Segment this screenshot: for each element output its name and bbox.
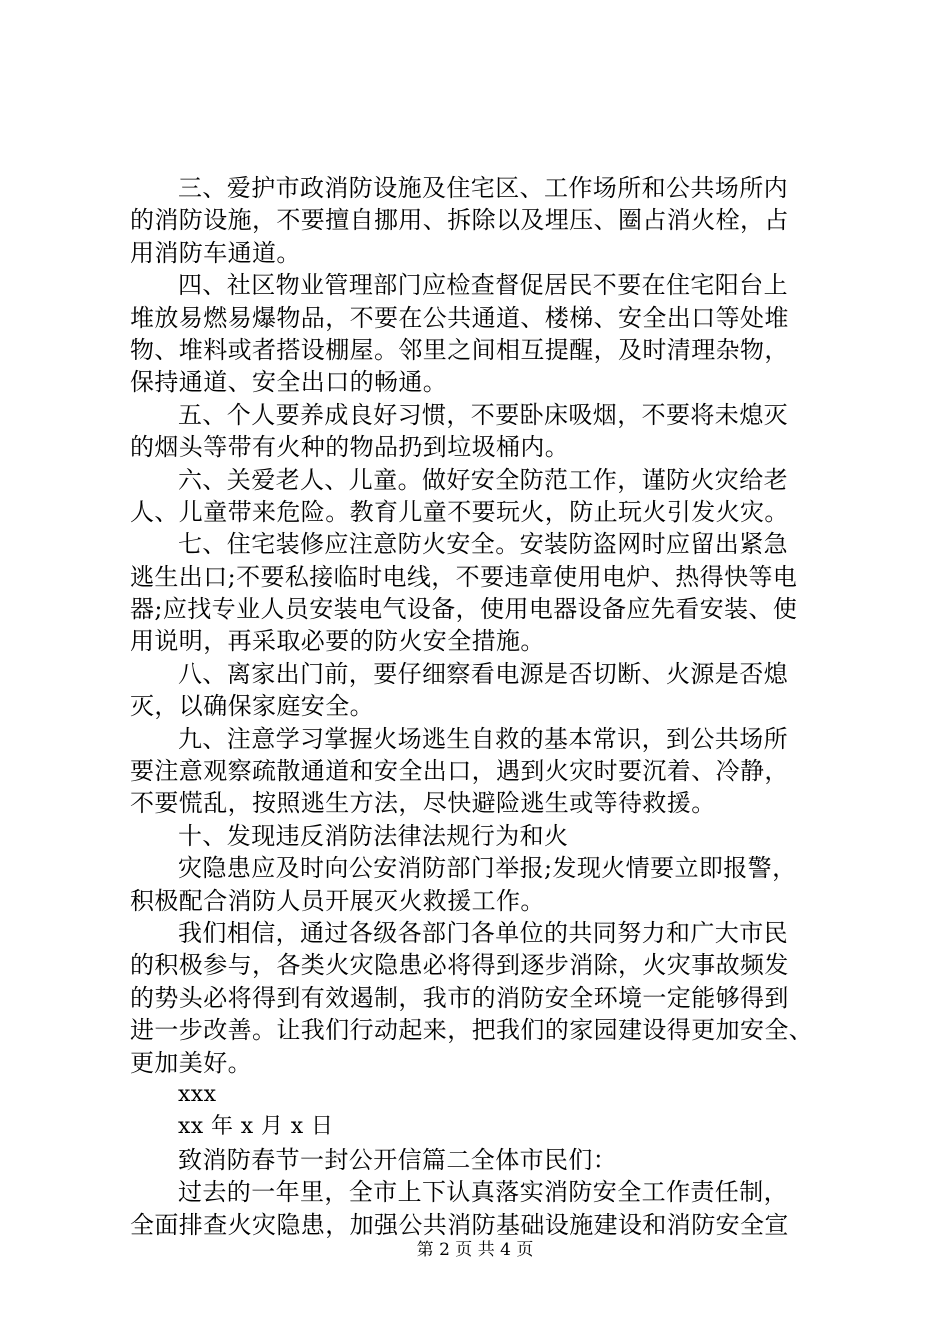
- text-line: 九、注意学习掌握火场逃生自救的基本常识，到公共场所: [178, 724, 788, 753]
- text-line: 不要慌乱，按照逃生方法，尽快避险逃生或等待救援。: [130, 789, 716, 818]
- page-number: 第 2 页 共 4 页: [416, 1240, 534, 1260]
- text-line: 积极配合消防人员开展灭火救援工作。: [130, 886, 545, 915]
- text-line: 七、住宅装修应注意防火安全。安装防盗网时应留出紧急: [178, 530, 788, 559]
- text-line: 全面排查火灾隐患，加强公共消防基础设施建设和消防安全宣: [130, 1210, 789, 1239]
- text-line: 堆放易燃易爆物品，不要在公共通道、楼梯、安全出口等处堆: [130, 303, 789, 332]
- text-line: xxx: [178, 1081, 217, 1107]
- text-line: 用说明，再采取必要的防火安全措施。: [130, 627, 545, 656]
- text-line: 十、发现违反消防法律法规行为和火: [178, 821, 569, 850]
- text-line: 器;应找专业人员安装电气设备，使用电器设备应先看安装、使: [130, 595, 798, 624]
- text-line: 物、堆料或者搭设棚屋。邻里之间相互提醒，及时清理杂物，: [130, 335, 789, 364]
- text-line: 保持通道、安全出口的畅通。: [130, 368, 448, 397]
- text-line: 用消防车通道。: [130, 238, 301, 267]
- text-line: 过去的一年里，全市上下认真落实消防安全工作责任制，: [178, 1178, 788, 1207]
- text-line: 逃生出口;不要私接临时电线，不要违章使用电炉、热得快等电: [130, 562, 798, 591]
- text-line: 人、儿童带来危险。教育儿童不要玩火，防止玩火引发火灾。: [130, 497, 789, 526]
- text-line: 的积极参与，各类火灾隐患必将得到逐步消除，火灾事故频发: [130, 951, 789, 980]
- text-line: 五、个人要养成良好习惯，不要卧床吸烟，不要将未熄灭: [178, 400, 788, 429]
- text-line: 更加美好。: [130, 1048, 252, 1077]
- text-line: 的势头必将得到有效遏制，我市的消防安全环境一定能够得到: [130, 983, 789, 1012]
- text-line: 进一步改善。让我们行动起来，把我们的家园建设得更加安全、: [130, 1016, 814, 1045]
- text-line: 灾隐患应及时向公安消防部门举报;发现火情要立即报警，: [178, 854, 797, 883]
- document-body: [130, 172, 830, 1241]
- text-line: 四、社区物业管理部门应检查督促居民不要在住宅阳台上: [178, 271, 788, 300]
- text-line: 八、离家出门前，要仔细察看电源是否切断、火源是否熄: [178, 659, 788, 688]
- text-line: xx 年 x 月 x 日: [178, 1114, 334, 1140]
- text-line: 的烟头等带有火种的物品扔到垃圾桶内。: [130, 433, 570, 462]
- text-line: 灭，以确保家庭安全。: [130, 692, 374, 721]
- text-line: 三、爱护市政消防设施及住宅区、工作场所和公共场所内: [178, 174, 788, 202]
- text-line: 我们相信，通过各级各部门各单位的共同努力和广大市民: [178, 918, 788, 947]
- text-line: 要注意观察疏散通道和安全出口，遇到火灾时要沉着、冷静，: [130, 757, 789, 786]
- text-line: 的消防设施，不要擅自挪用、拆除以及埋压、圈占消火栓，占: [130, 206, 789, 235]
- text-line: 致消防春节一封公开信篇二全体市民们：: [178, 1145, 618, 1174]
- text-line: 六、关爱老人、儿童。做好安全防范工作，谨防火灾给老: [178, 465, 788, 494]
